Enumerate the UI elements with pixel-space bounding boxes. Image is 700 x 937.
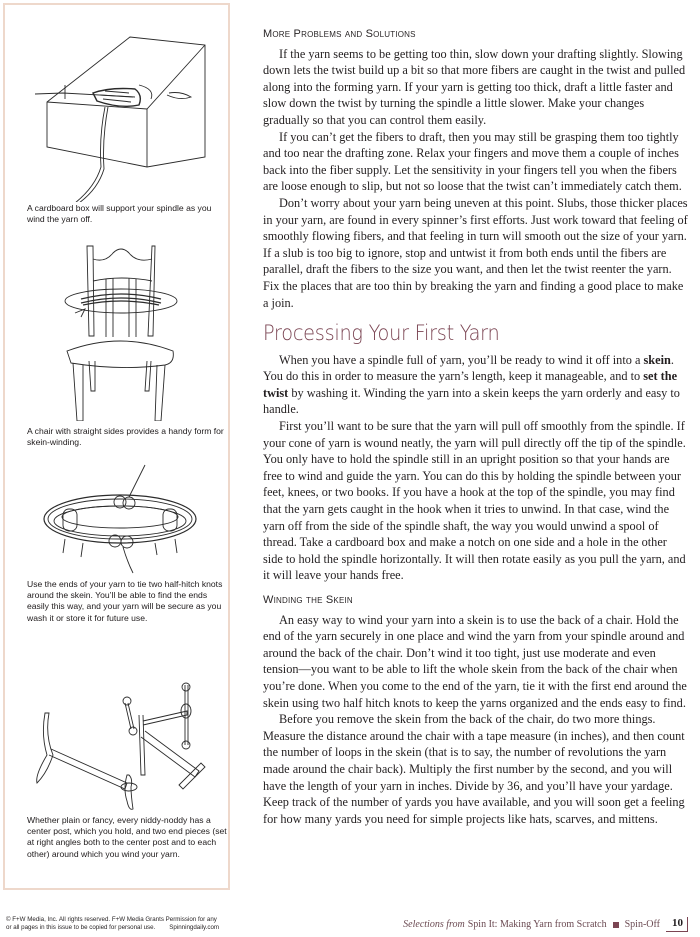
text: by washing it. Winding the yarn into a skein keeps the yarn orderly and easy to handle. bbox=[263, 385, 680, 417]
paragraph: If you can’t get the fibers to draft, then you may still be grasping them too tightly and too near the drafting zone. Relax your fingers and move them a couple of inches back into the fiber supply. Let the sensitivity in your fingers tell you when the fibers are loose enough to slip, but not so loose that the twist can’t immediately catch them. bbox=[263, 129, 682, 194]
figure-caption: Whether plain or fancy, every niddy-noddy has a center post, which you hold, and two end pieces (set at right angles both to the center post and to each other) around which you wind your yarn. bbox=[27, 815, 227, 859]
paragraph: Don’t worry about your yarn being uneven at this point. Slubs, those thicker places in your yarn, are found in every spinner’s first efforts. Just work toward that feeling of smoothly flowing fibers, and that feeling in turn will smooth out the size of your yarn. If a slub is too big to ignore, stop and untwist it from both ends until the fibers are parallel, draft the fibers to the size you want, and then let the twist reenter the yarn. Fix the places that are too thin by breaking the yarn and finding a good place to make a join. bbox=[263, 195, 688, 310]
copyright-line: © F+W Media, Inc. All rights reserved. F+W Media Grants Permission for any bbox=[6, 916, 217, 923]
square-bullet-icon bbox=[613, 922, 619, 928]
article-body bbox=[263, 26, 688, 827]
paragraph: If the yarn seems to be getting too thin, slow down your drafting slightly. Slowing down lets the twist build up a bit so that more fibers are caught in the twist and pulled along into the forming yarn. If your yarn is getting too thick, draft a little faster and slow down the twist by turning the spindle a little slower. Make your changes gradually so that you can control them easily. bbox=[263, 46, 686, 127]
figure-chair bbox=[5, 241, 230, 421]
figure-skein bbox=[5, 461, 230, 576]
paragraph: An easy way to wind your yarn into a skein is to use the back of a chair. Hold the end of the yarn securely in one place and wind the yarn from your spindle around and around the back of the chair. Don’t wind it too tight, just use moderate and even tension—you want to be able to lift the whole skein from the back of the chair when you’re done. When you come to the end of the yarn, tie it with the first end around the skein using two half hitch knots to keep the yarns organized and the ends easy to find. bbox=[263, 612, 687, 710]
chair-skein-illustration bbox=[5, 241, 230, 421]
magazine-name: Spin-Off bbox=[624, 919, 660, 930]
paragraph: First you’ll want to be sure that the yarn will pull off smoothly from the spindle. If your cone of yarn is wound neatly, the yarn will pull directly off the tip of the spindle. You only have to hold the spindle still in an upright position so that your hands are free to wind and guide the yarn. You can do this by holding the spindle between your feet, knees, or two books. If you have a hook at the top of the spindle, you may find that the yarn gets caught in the hook when it tries to unwind. In that case, wind the yarn off from the side of the spindle shaft, the way you would unwind a spool of thread. Take a cardboard box and make a notch on one side and a hole in the other side to hold the spindle horizontally. It will then rotate easily as you pull the yarn, and it will leave your hands free. bbox=[263, 419, 686, 583]
copyright-text: or all pages in this issue to be copied for personal use. bbox=[6, 924, 156, 932]
sidebar-figures bbox=[3, 3, 230, 890]
term-set-the-twist: set the twist bbox=[263, 369, 678, 400]
paragraph bbox=[263, 352, 688, 418]
skein-half-hitch-illustration bbox=[5, 461, 230, 576]
figure-niddy-noddy bbox=[5, 665, 230, 815]
text: When you have a spindle full of yarn, you’ll be ready to wind it off into a bbox=[279, 352, 644, 367]
cardboard-box-spindle-illustration bbox=[5, 17, 230, 202]
paragraph: Before you remove the skein from the back of the chair, do two more things. Measure the distance around the chair with a tape measure (in inches), and then count the number of loops in the skein (that is to say, the number of revolutions the yarn made around the chair back). Multiply the first number by the second, and you will have the length of your yarn in inches. Divide by 36, and you’ll have your yardage. Keep track of the number of yards you have available, and you will soon get a feeling for how many yards you need for simple projects like hats, scarves, and mittens. bbox=[263, 712, 685, 826]
text: . You do this in order to measure the yarn’s length, keep it manageable, and to bbox=[263, 352, 674, 384]
figure-cardboard-box bbox=[5, 17, 230, 202]
section-title: Processing Your First Yarn bbox=[263, 321, 500, 346]
site-link[interactable]: Spinningdaily.com bbox=[169, 924, 220, 932]
figure-caption: A chair with straight sides provides a handy form for skein-winding. bbox=[27, 426, 224, 448]
copyright-notice bbox=[6, 916, 256, 933]
book-title: Spin It: Making Yarn from Scratch bbox=[467, 919, 607, 930]
running-footer bbox=[403, 917, 688, 932]
term-skein: skein bbox=[643, 352, 671, 367]
page-number: 10 bbox=[666, 917, 688, 932]
figure-caption: A cardboard box will support your spindle as you wind the yarn off. bbox=[27, 203, 212, 225]
selections-from: Selections from bbox=[403, 919, 465, 930]
section-heading: More Problems and Solutions bbox=[263, 28, 416, 40]
niddy-noddy-illustration bbox=[5, 665, 230, 815]
figure-caption: Use the ends of your yarn to tie two half-hitch knots around the skein. You’ll be able to find the ends easily this way, and your yarn will be secure as you wash it or store it for future use. bbox=[27, 579, 223, 623]
section-heading: Winding the Skein bbox=[263, 594, 353, 606]
copyright-line bbox=[6, 924, 256, 932]
